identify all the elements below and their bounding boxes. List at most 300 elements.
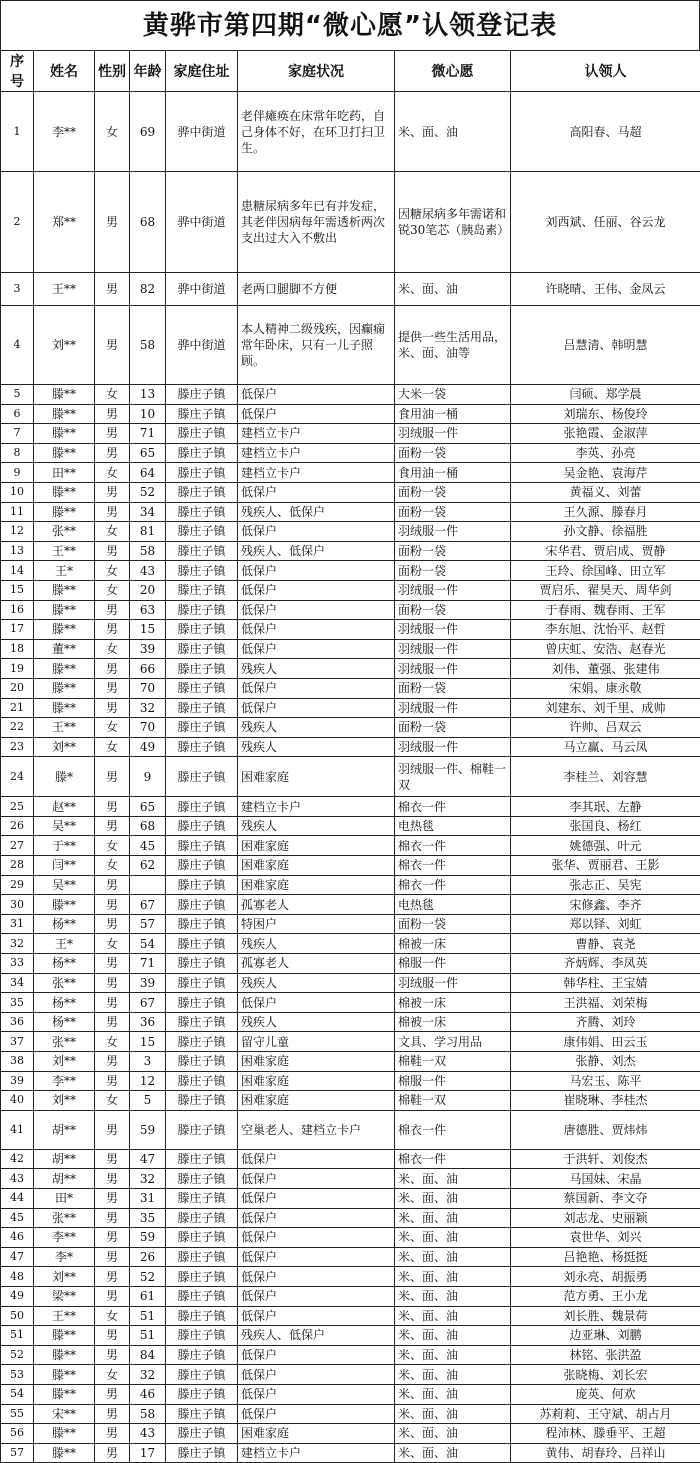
- table-row: [1, 273, 700, 306]
- table-row: [1, 1306, 700, 1326]
- table-row: [1, 659, 700, 679]
- table-body: [1, 92, 700, 1463]
- cell-wish: 面粉一袋: [395, 718, 511, 738]
- cell-name: 滕**: [34, 1365, 95, 1385]
- cell-status: 空巢老人、建档立卡户: [238, 1110, 395, 1149]
- cell-status: 低保户: [238, 600, 395, 620]
- cell-no: 15: [1, 580, 34, 600]
- cell-sex: 男: [95, 443, 130, 463]
- cell-claimer: 张志正、吴宪: [511, 875, 700, 895]
- cell-no: 14: [1, 561, 34, 581]
- cell-no: 40: [1, 1091, 34, 1111]
- cell-no: 52: [1, 1345, 34, 1365]
- table-row: [1, 1345, 700, 1365]
- cell-wish: 面粉一袋: [395, 561, 511, 581]
- cell-wish: 羽绒服一件、棉鞋一双: [395, 757, 511, 797]
- cell-claimer: 张华、贾丽君、王影: [511, 856, 700, 876]
- cell-wish: 棉鞋一双: [395, 1091, 511, 1111]
- cell-sex: 女: [95, 1306, 130, 1326]
- table-row: [1, 424, 700, 444]
- cell-name: 滕**: [34, 620, 95, 640]
- cell-status: 低保户: [238, 1208, 395, 1228]
- cell-wish: 面粉一袋: [395, 600, 511, 620]
- cell-address: 滕庄子镇: [166, 1188, 238, 1208]
- cell-address: 滕庄子镇: [166, 757, 238, 797]
- table-row: [1, 993, 700, 1013]
- cell-claimer: 黄福义、刘蕾: [511, 482, 700, 502]
- cell-no: 35: [1, 993, 34, 1013]
- cell-age: 3: [130, 1052, 166, 1072]
- cell-no: 47: [1, 1247, 34, 1267]
- cell-claimer: 韩华柱、王宝婧: [511, 973, 700, 993]
- cell-sex: 男: [95, 678, 130, 698]
- cell-sex: 男: [95, 1208, 130, 1228]
- cell-sex: 女: [95, 561, 130, 581]
- cell-name: 王**: [34, 273, 95, 306]
- cell-sex: 男: [95, 1228, 130, 1248]
- cell-no: 23: [1, 737, 34, 757]
- cell-status: 困难家庭: [238, 757, 395, 797]
- cell-wish: 米、面、油: [395, 1228, 511, 1248]
- cell-address: 滕庄子镇: [166, 1286, 238, 1306]
- cell-sex: 男: [95, 1071, 130, 1091]
- cell-no: 1: [1, 92, 34, 172]
- cell-claimer: 宋修鑫、李齐: [511, 895, 700, 915]
- cell-status: 低保户: [238, 1188, 395, 1208]
- cell-address: 滕庄子镇: [166, 1032, 238, 1052]
- cell-name: 董**: [34, 639, 95, 659]
- cell-claimer: 曾庆虹、安浩、赵春光: [511, 639, 700, 659]
- cell-name: 滕**: [34, 385, 95, 405]
- table-row: [1, 973, 700, 993]
- cell-claimer: 刘建东、刘千里、成帅: [511, 698, 700, 718]
- cell-age: 63: [130, 600, 166, 620]
- table-row: [1, 757, 700, 797]
- cell-claimer: 刘西斌、任丽、谷云龙: [511, 172, 700, 273]
- cell-address: 滕庄子镇: [166, 404, 238, 424]
- cell-name: 王**: [34, 541, 95, 561]
- header-age: 年龄: [130, 51, 166, 92]
- cell-status: 残疾人: [238, 973, 395, 993]
- cell-address: 滕庄子镇: [166, 1384, 238, 1404]
- cell-no: 57: [1, 1443, 34, 1463]
- cell-address: 滕庄子镇: [166, 561, 238, 581]
- cell-no: 8: [1, 443, 34, 463]
- cell-no: 11: [1, 502, 34, 522]
- cell-wish: 米、面、油: [395, 1384, 511, 1404]
- cell-address: 滕庄子镇: [166, 580, 238, 600]
- cell-no: 25: [1, 797, 34, 817]
- cell-address: 滕庄子镇: [166, 1424, 238, 1444]
- cell-wish: 羽绒服一件: [395, 522, 511, 542]
- cell-wish: 羽绒服一件: [395, 737, 511, 757]
- cell-status: 困难家庭: [238, 1424, 395, 1444]
- cell-status: 困难家庭: [238, 836, 395, 856]
- cell-name: 王*: [34, 561, 95, 581]
- cell-claimer: 吴金艳、袁海芹: [511, 463, 700, 483]
- cell-status: 困难家庭: [238, 1091, 395, 1111]
- cell-wish: 米、面、油: [395, 1306, 511, 1326]
- cell-status: 低保户: [238, 1306, 395, 1326]
- cell-wish: 羽绒服一件: [395, 973, 511, 993]
- cell-claimer: 刘长胜、魏景荷: [511, 1306, 700, 1326]
- cell-name: 于**: [34, 836, 95, 856]
- cell-no: 9: [1, 463, 34, 483]
- table-row: [1, 385, 700, 405]
- cell-address: 滕庄子镇: [166, 1169, 238, 1189]
- table-row: [1, 1169, 700, 1189]
- table-row: [1, 172, 700, 273]
- cell-wish: 棉被一床: [395, 1012, 511, 1032]
- cell-status: 低保户: [238, 561, 395, 581]
- cell-status: 残疾人: [238, 659, 395, 679]
- cell-claimer: 唐德胜、贾炜炜: [511, 1110, 700, 1149]
- cell-no: 54: [1, 1384, 34, 1404]
- cell-sex: 男: [95, 875, 130, 895]
- cell-no: 42: [1, 1149, 34, 1169]
- table-row: [1, 92, 700, 172]
- cell-age: 58: [130, 1404, 166, 1424]
- cell-address: 滕庄子镇: [166, 993, 238, 1013]
- cell-status: 低保户: [238, 1267, 395, 1287]
- cell-claimer: 康伟娟、田云玉: [511, 1032, 700, 1052]
- cell-address: 滕庄子镇: [166, 1110, 238, 1149]
- cell-status: 建档立卡户: [238, 797, 395, 817]
- cell-address: 滕庄子镇: [166, 1208, 238, 1228]
- table-row: [1, 1384, 700, 1404]
- cell-sex: 女: [95, 836, 130, 856]
- header-claimer: 认领人: [511, 51, 700, 92]
- cell-sex: 女: [95, 92, 130, 172]
- cell-wish: 羽绒服一件: [395, 424, 511, 444]
- cell-claimer: 闫硕、郑学晨: [511, 385, 700, 405]
- cell-sex: 男: [95, 698, 130, 718]
- cell-name: 滕**: [34, 1326, 95, 1346]
- cell-sex: 男: [95, 1286, 130, 1306]
- cell-age: 62: [130, 856, 166, 876]
- cell-status: 低保户: [238, 385, 395, 405]
- cell-status: 困难家庭: [238, 875, 395, 895]
- cell-address: 滕庄子镇: [166, 737, 238, 757]
- table-row: [1, 1091, 700, 1111]
- cell-age: 47: [130, 1149, 166, 1169]
- cell-age: 12: [130, 1071, 166, 1091]
- table-row: [1, 856, 700, 876]
- cell-wish: 棉衣一件: [395, 797, 511, 817]
- cell-claimer: 边亚琳、刘鹏: [511, 1326, 700, 1346]
- cell-sex: 男: [95, 620, 130, 640]
- table-row: [1, 934, 700, 954]
- cell-sex: 女: [95, 1091, 130, 1111]
- cell-status: 低保户: [238, 639, 395, 659]
- cell-sex: 男: [95, 1326, 130, 1346]
- cell-sex: 男: [95, 1052, 130, 1072]
- cell-name: 滕**: [34, 659, 95, 679]
- table-row: [1, 1110, 700, 1149]
- cell-sex: 男: [95, 502, 130, 522]
- cell-address: 滕庄子镇: [166, 1267, 238, 1287]
- cell-no: 48: [1, 1267, 34, 1287]
- cell-no: 36: [1, 1012, 34, 1032]
- cell-age: 65: [130, 443, 166, 463]
- cell-wish: 棉被一床: [395, 934, 511, 954]
- cell-wish: 米、面、油: [395, 1169, 511, 1189]
- cell-status: 低保户: [238, 1404, 395, 1424]
- cell-name: 田**: [34, 463, 95, 483]
- cell-claimer: 王洪福、刘荣梅: [511, 993, 700, 1013]
- cell-age: 70: [130, 718, 166, 738]
- cell-sex: 男: [95, 757, 130, 797]
- cell-wish: 食用油一桶: [395, 404, 511, 424]
- cell-wish: 羽绒服一件: [395, 659, 511, 679]
- cell-address: 骅中街道: [166, 172, 238, 273]
- table-row: [1, 1443, 700, 1463]
- cell-age: 5: [130, 1091, 166, 1111]
- cell-status: 残疾人: [238, 737, 395, 757]
- cell-address: 滕庄子镇: [166, 659, 238, 679]
- cell-address: 滕庄子镇: [166, 1052, 238, 1072]
- cell-name: 郑**: [34, 172, 95, 273]
- cell-age: 9: [130, 757, 166, 797]
- table-row: [1, 836, 700, 856]
- cell-age: 67: [130, 993, 166, 1013]
- cell-name: 张**: [34, 1208, 95, 1228]
- cell-name: 王*: [34, 934, 95, 954]
- table-row: [1, 600, 700, 620]
- cell-address: 滕庄子镇: [166, 1345, 238, 1365]
- cell-name: 滕**: [34, 600, 95, 620]
- cell-claimer: 许帅、吕双云: [511, 718, 700, 738]
- cell-status: 低保户: [238, 1149, 395, 1169]
- table-row: [1, 1071, 700, 1091]
- header-no: 序号: [1, 51, 34, 92]
- cell-no: 2: [1, 172, 34, 273]
- cell-wish: 米、面、油: [395, 1326, 511, 1346]
- cell-sex: 男: [95, 404, 130, 424]
- cell-status: 低保户: [238, 1286, 395, 1306]
- cell-wish: 棉服一件: [395, 954, 511, 974]
- cell-wish: 羽绒服一件: [395, 620, 511, 640]
- cell-claimer: 刘伟、董强、张建伟: [511, 659, 700, 679]
- cell-name: 张**: [34, 1032, 95, 1052]
- cell-address: 滕庄子镇: [166, 600, 238, 620]
- cell-status: 残疾人: [238, 816, 395, 836]
- cell-address: 滕庄子镇: [166, 385, 238, 405]
- cell-name: 张**: [34, 973, 95, 993]
- cell-age: 31: [130, 1188, 166, 1208]
- cell-address: 滕庄子镇: [166, 856, 238, 876]
- cell-age: 68: [130, 816, 166, 836]
- cell-status: 低保户: [238, 1345, 395, 1365]
- cell-sex: 男: [95, 482, 130, 502]
- cell-wish: 米、面、油: [395, 1365, 511, 1385]
- cell-sex: 女: [95, 1365, 130, 1385]
- cell-address: 滕庄子镇: [166, 1228, 238, 1248]
- cell-no: 13: [1, 541, 34, 561]
- cell-sex: 女: [95, 737, 130, 757]
- cell-no: 3: [1, 273, 34, 306]
- cell-wish: 羽绒服一件: [395, 698, 511, 718]
- cell-name: 刘**: [34, 1091, 95, 1111]
- cell-status: 低保户: [238, 1228, 395, 1248]
- cell-wish: 因糖尿病多年需诺和锐30笔芯（胰岛素）: [395, 172, 511, 273]
- cell-sex: 男: [95, 954, 130, 974]
- cell-status: 低保户: [238, 1169, 395, 1189]
- cell-claimer: 庞英、何欢: [511, 1384, 700, 1404]
- cell-claimer: 吕慧清、韩明慧: [511, 306, 700, 385]
- cell-age: 84: [130, 1345, 166, 1365]
- table-row: [1, 1149, 700, 1169]
- cell-no: 12: [1, 522, 34, 542]
- cell-wish: 米、面、油: [395, 1286, 511, 1306]
- cell-status: 低保户: [238, 404, 395, 424]
- cell-no: 55: [1, 1404, 34, 1424]
- cell-wish: 食用油一桶: [395, 463, 511, 483]
- cell-claimer: 王久源、滕春月: [511, 502, 700, 522]
- cell-name: 宋**: [34, 1404, 95, 1424]
- cell-age: 81: [130, 522, 166, 542]
- table-row: [1, 1032, 700, 1052]
- cell-status: 残疾人: [238, 934, 395, 954]
- cell-wish: 面粉一袋: [395, 541, 511, 561]
- cell-wish: 棉鞋一双: [395, 1052, 511, 1072]
- cell-address: 骅中街道: [166, 306, 238, 385]
- cell-address: 滕庄子镇: [166, 895, 238, 915]
- cell-age: 46: [130, 1384, 166, 1404]
- registration-table: [0, 50, 700, 1463]
- cell-address: 滕庄子镇: [166, 698, 238, 718]
- cell-age: [130, 875, 166, 895]
- table-row: [1, 1404, 700, 1424]
- cell-wish: 棉衣一件: [395, 836, 511, 856]
- cell-age: 82: [130, 273, 166, 306]
- cell-sex: 男: [95, 1169, 130, 1189]
- cell-status: 低保户: [238, 580, 395, 600]
- cell-age: 10: [130, 404, 166, 424]
- table-row: [1, 875, 700, 895]
- cell-no: 39: [1, 1071, 34, 1091]
- table-row: [1, 1012, 700, 1032]
- cell-name: 滕**: [34, 678, 95, 698]
- table-row: [1, 1326, 700, 1346]
- cell-wish: 棉衣一件: [395, 875, 511, 895]
- cell-status: 老伴瘫痪在床常年吃药，自己身体不好，在环卫打扫卫生。: [238, 92, 395, 172]
- cell-no: 6: [1, 404, 34, 424]
- cell-status: 建档立卡户: [238, 463, 395, 483]
- cell-name: 滕**: [34, 502, 95, 522]
- table-row: [1, 895, 700, 915]
- cell-age: 54: [130, 934, 166, 954]
- table-row: [1, 698, 700, 718]
- cell-status: 低保户: [238, 1247, 395, 1267]
- cell-status: 低保户: [238, 678, 395, 698]
- cell-wish: 米、面、油: [395, 1345, 511, 1365]
- cell-age: 32: [130, 698, 166, 718]
- cell-age: 26: [130, 1247, 166, 1267]
- cell-name: 刘**: [34, 737, 95, 757]
- cell-no: 4: [1, 306, 34, 385]
- cell-age: 58: [130, 541, 166, 561]
- cell-no: 50: [1, 1306, 34, 1326]
- cell-no: 22: [1, 718, 34, 738]
- cell-sex: 男: [95, 914, 130, 934]
- cell-wish: 米、面、油: [395, 1404, 511, 1424]
- table-row: [1, 561, 700, 581]
- table-row: [1, 1247, 700, 1267]
- table-row: [1, 639, 700, 659]
- cell-address: 滕庄子镇: [166, 678, 238, 698]
- cell-claimer: 姚德强、叶元: [511, 836, 700, 856]
- cell-no: 16: [1, 600, 34, 620]
- cell-claimer: 马宏玉、陈平: [511, 1071, 700, 1091]
- cell-no: 34: [1, 973, 34, 993]
- cell-wish: 棉被一床: [395, 993, 511, 1013]
- cell-claimer: 张静、刘杰: [511, 1052, 700, 1072]
- cell-no: 41: [1, 1110, 34, 1149]
- cell-claimer: 刘瑞东、杨俊玲: [511, 404, 700, 424]
- cell-sex: 男: [95, 659, 130, 679]
- cell-claimer: 齐炳辉、李凤英: [511, 954, 700, 974]
- table-row: [1, 914, 700, 934]
- table-row: [1, 443, 700, 463]
- cell-status: 困难家庭: [238, 1071, 395, 1091]
- cell-name: 田*: [34, 1188, 95, 1208]
- cell-sex: 男: [95, 306, 130, 385]
- cell-status: 低保户: [238, 1384, 395, 1404]
- cell-sex: 男: [95, 1110, 130, 1149]
- cell-status: 残疾人、低保户: [238, 1326, 395, 1346]
- cell-claimer: 袁世华、刘兴: [511, 1228, 700, 1248]
- cell-address: 滕庄子镇: [166, 482, 238, 502]
- cell-age: 68: [130, 172, 166, 273]
- cell-no: 37: [1, 1032, 34, 1052]
- cell-sex: 男: [95, 1149, 130, 1169]
- cell-wish: 面粉一袋: [395, 914, 511, 934]
- table-row: [1, 580, 700, 600]
- table-row: [1, 678, 700, 698]
- cell-wish: 电热毯: [395, 895, 511, 915]
- cell-claimer: 蔡国新、李文夺: [511, 1188, 700, 1208]
- cell-name: 李**: [34, 1071, 95, 1091]
- cell-name: 滕**: [34, 404, 95, 424]
- cell-address: 骅中街道: [166, 273, 238, 306]
- cell-wish: 提供一些生活用品，米、面、油等: [395, 306, 511, 385]
- cell-wish: 棉服一件: [395, 1071, 511, 1091]
- cell-status: 本人精神二级残疾，因癫痫常年卧床，只有一儿子照顾。: [238, 306, 395, 385]
- cell-no: 53: [1, 1365, 34, 1385]
- cell-address: 滕庄子镇: [166, 875, 238, 895]
- cell-address: 滕庄子镇: [166, 522, 238, 542]
- cell-status: 困难家庭: [238, 856, 395, 876]
- cell-age: 49: [130, 737, 166, 757]
- cell-wish: 文具、学习用品: [395, 1032, 511, 1052]
- cell-claimer: 崔晓琳、李桂杰: [511, 1091, 700, 1111]
- cell-claimer: 高阳春、马超: [511, 92, 700, 172]
- cell-no: 29: [1, 875, 34, 895]
- cell-wish: 羽绒服一件: [395, 580, 511, 600]
- cell-sex: 男: [95, 600, 130, 620]
- cell-claimer: 齐腾、刘玲: [511, 1012, 700, 1032]
- cell-claimer: 吕艳艳、杨挺挺: [511, 1247, 700, 1267]
- cell-address: 滕庄子镇: [166, 718, 238, 738]
- cell-name: 刘**: [34, 1267, 95, 1287]
- cell-wish: 米、面、油: [395, 1188, 511, 1208]
- cell-address: 滕庄子镇: [166, 1149, 238, 1169]
- cell-no: 24: [1, 757, 34, 797]
- table-row: [1, 1267, 700, 1287]
- cell-age: 36: [130, 1012, 166, 1032]
- table-row: [1, 954, 700, 974]
